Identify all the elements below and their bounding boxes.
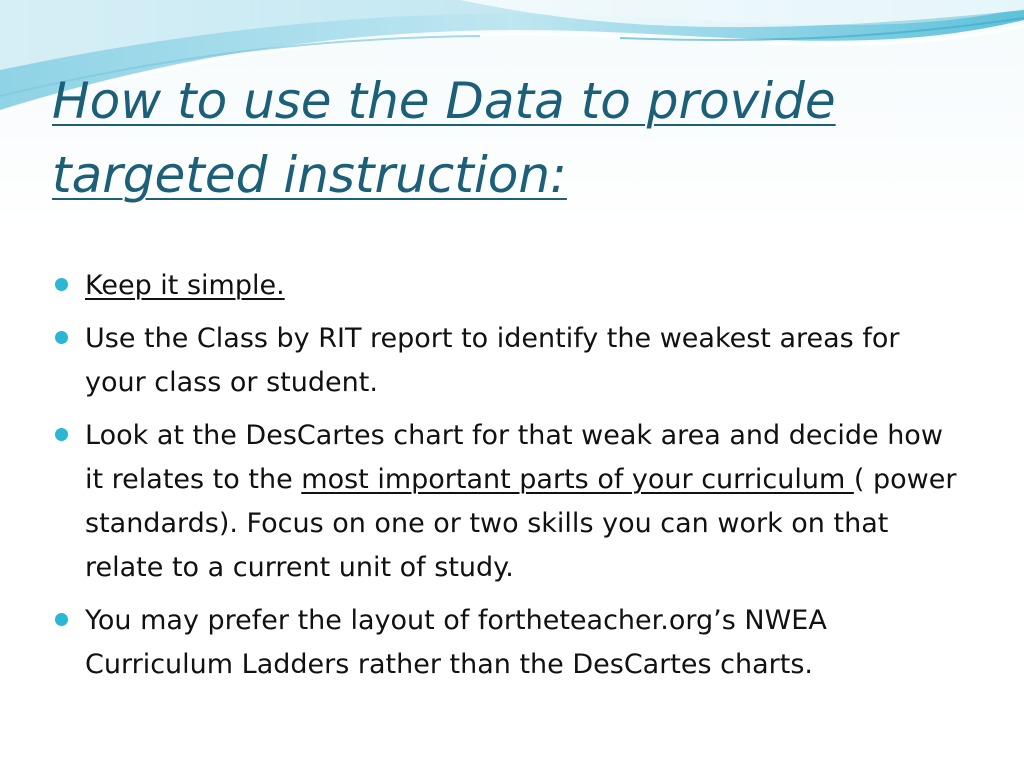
bullet-underlined-phrase: most important parts of your curriculum xyxy=(301,464,854,495)
slide-title xyxy=(52,64,952,212)
bullet-dot-icon xyxy=(55,278,68,291)
title-line-2: targeted instruction: xyxy=(52,146,567,204)
bullet-dot-icon xyxy=(55,331,68,344)
bullet-item xyxy=(55,317,965,405)
bullet-dot-icon xyxy=(55,428,68,441)
bullet-text: Keep it simple. xyxy=(85,270,285,301)
bullet-item xyxy=(55,414,965,590)
bullet-text-part: ( power standards). Focus on one or two skills you can work on that relate to a current unit of study. xyxy=(85,464,957,583)
bullet-text-part: Look at the DesCartes chart for that weak area and decide how it relates to the xyxy=(85,420,943,495)
bullet-text: Use the Class by RIT report to identify the weakest areas for your class or student. xyxy=(85,323,900,398)
bullet-dot-icon xyxy=(55,613,68,626)
bullet-text: You may prefer the layout of fortheteacher.org’s NWEA Curriculum Ladders rather than the DesCartes charts. xyxy=(85,605,827,680)
bullet-item xyxy=(55,264,965,308)
bullet-list xyxy=(55,264,965,696)
bullet-item xyxy=(55,599,965,687)
title-line-1: How to use the Data to provide xyxy=(52,72,836,130)
